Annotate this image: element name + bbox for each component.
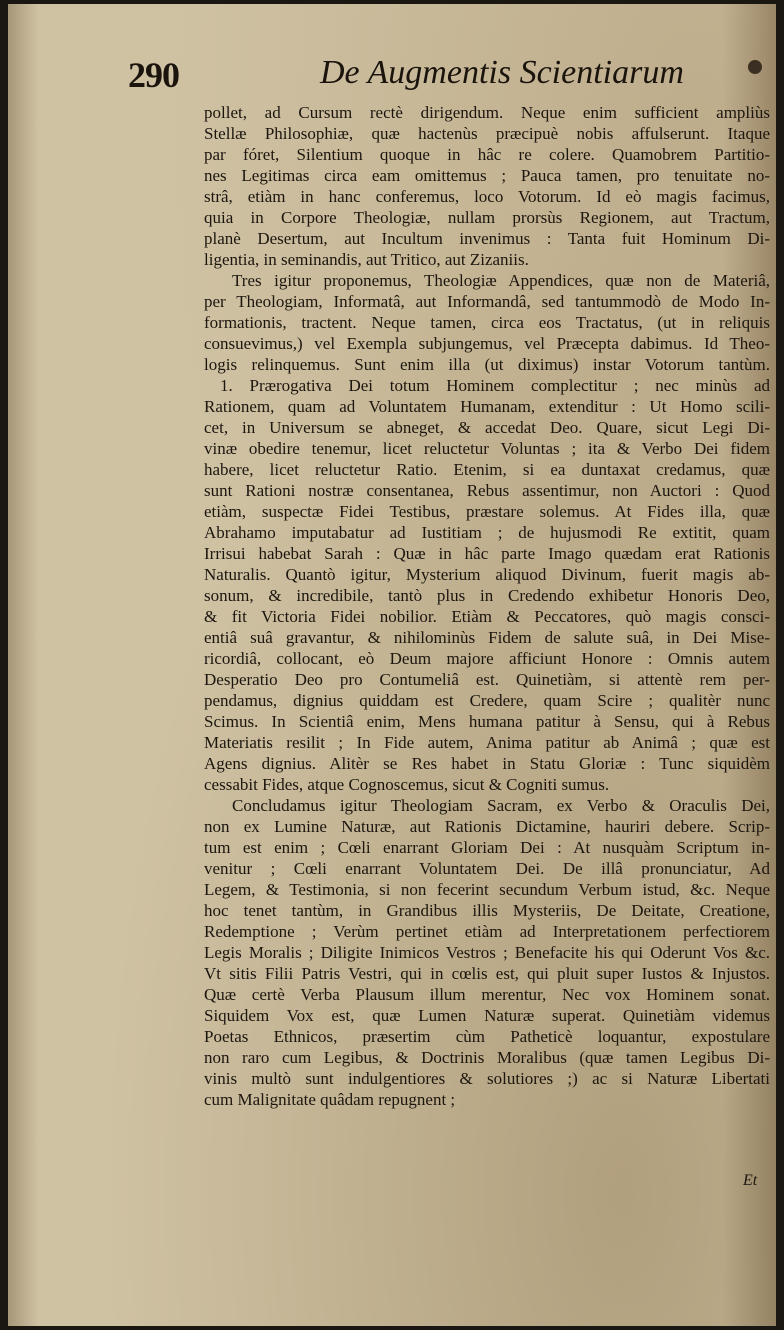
text-line: strâ, etiàm in hanc conferemus, loco Votorum. Id eò magis facimus, bbox=[204, 187, 770, 206]
text-line: etiàm, suspectæ Fidei Testibus, præstare solemus. At Fides illa, quæ bbox=[204, 502, 770, 521]
text-line: cum Malignitate quâdam repugnent ; bbox=[204, 1090, 456, 1109]
text-line: Irrisui habebat Sarah : Quæ in hâc parte Imago quædam erat Rationis bbox=[204, 544, 770, 563]
text-line: vinæ obedire tenemur, licet reluctetur Voluntas ; ita & Verbo Dei fidem bbox=[204, 439, 770, 458]
text-line: quia in Corpore Theologiæ, nullam prorsùs Regionem, aut Tractum, bbox=[204, 208, 770, 227]
text-line: per Theologiam, Informatâ, aut Informandâ, sed tantummodò de Modo In- bbox=[204, 292, 770, 311]
book-page bbox=[8, 4, 776, 1326]
text-line: venitur ; Cœli enarrant Voluntatem Dei. De illâ pronunciatur, Ad bbox=[204, 859, 770, 878]
text-line: Desperatio Deo pro Contumeliâ est. Quinetiàm, si attentè rem per- bbox=[204, 670, 770, 689]
running-title: De Augmentis Scientiarum bbox=[320, 54, 684, 91]
text-line: sunt Rationi nostræ consentanea, Rebus assentimur, non Auctori : Quod bbox=[204, 481, 770, 500]
text-line: non raro cum Legibus, & Doctrinis Moralibus (quæ tamen Legibus Di- bbox=[204, 1048, 770, 1067]
text-line: pollet, ad Cursum rectè dirigendum. Neque enim sufficient ampliùs bbox=[204, 103, 770, 122]
text-line: Materiatis resilit ; In Fide autem, Anima patitur ab Animâ ; quæ est bbox=[204, 733, 770, 752]
text-line: Legem, & Testimonia, si non fecerint secundum Verbum istud, &c. Neque bbox=[204, 880, 770, 899]
page-header bbox=[128, 54, 768, 102]
text-line: ligentia, in seminandis, aut Tritico, aut Zizaniis. bbox=[204, 250, 529, 269]
text-line: cessabit Fides, atque Cognoscemus, sicut & Cogniti sumus. bbox=[204, 775, 610, 794]
text-line: Legis Moralis ; Diligite Inimicos Vestros ; Benefacite his qui Oderunt Vos &c. bbox=[204, 943, 770, 962]
text-line: planè Desertum, aut Incultum invenimus : Tanta fuit Hominum Di- bbox=[204, 229, 770, 248]
body-text bbox=[204, 102, 770, 1110]
text-line: hoc tenet tantùm, in Grandibus illis Mysteriis, De Deitate, Creatione, bbox=[204, 901, 770, 920]
text-line: Abrahamo imputabatur ad Iustitiam ; de hujusmodi Re extitit, quam bbox=[204, 523, 770, 542]
ink-spot bbox=[748, 60, 762, 74]
text-line: Stellæ Philosophiæ, quæ hactenùs præcipuè nobis affulserunt. Itaque bbox=[204, 124, 770, 143]
text-line: Naturalis. Quantò igitur, Mysterium aliquod Divinum, fuerit magis ab- bbox=[204, 565, 770, 584]
text-line: 1. Prærogativa Dei totum Hominem complectitur ; nec minùs ad bbox=[220, 376, 770, 395]
page-number: 290 bbox=[128, 55, 179, 95]
text-line: Siquidem Vox est, quæ Lumen Naturæ superat. Quinetiàm videmus bbox=[204, 1006, 770, 1025]
text-line: Rationem, quam ad Voluntatem Humanam, extenditur : Ut Homo scili- bbox=[204, 397, 770, 416]
text-line: cet, in Universum se abneget, & accedat Deo. Quare, sicut Legi Di- bbox=[204, 418, 770, 437]
text-line: Scimus. In Scientiâ enim, Mens humana patitur à Sensu, qui à Rebus bbox=[204, 712, 770, 731]
text-line: logis relinquemus. Sunt enim illa (ut diximus) instar Votorum tantùm. bbox=[204, 355, 770, 374]
text-line: Vt sitis Filii Patris Vestri, qui in cœlis est, qui pluit super Iustos & Injustos. bbox=[204, 964, 770, 983]
text-line: consuevimus,) vel Exempla subjungemus, vel Præcepta dabimus. Id Theo- bbox=[204, 334, 770, 353]
catchword: Et bbox=[743, 1172, 758, 1189]
text-line: habere, licet reluctetur Ratio. Etenim, si ea duntaxat credamus, quæ bbox=[204, 460, 770, 479]
text-line: pendamus, dignius quiddam est Credere, quam Scire ; qualitèr nunc bbox=[204, 691, 770, 710]
text-line: sonum, & incredibile, tantò plus in Credendo exhibetur Honoris Deo, bbox=[204, 586, 770, 605]
text-line: Tres igitur proponemus, Theologiæ Appendices, quæ non de Materiâ, bbox=[232, 271, 770, 290]
text-line: Poetas Ethnicos, præsertim cùm Patheticè loquantur, expostulare bbox=[204, 1027, 770, 1046]
text-line: Quæ certè Verba Plausum illum merentur, Nec vox Hominem sonat. bbox=[204, 985, 770, 1004]
text-line: formationis, tractent. Neque tamen, circa eos Tractatus, (ut in reliquis bbox=[204, 313, 770, 332]
text-line: nes Legitimas circa eam omittemus ; Pauca tamen, pro tenuitate no- bbox=[204, 166, 770, 185]
text-line: Concludamus igitur Theologiam Sacram, ex Verbo & Oraculis Dei, bbox=[232, 796, 770, 815]
text-line: non ex Lumine Naturæ, aut Rationis Dictamine, hauriri debere. Scrip- bbox=[204, 817, 770, 836]
text-line: & fit Victoria Fidei nobilior. Etiàm & Peccatores, quò magis consci- bbox=[204, 607, 770, 626]
text-line: Agens dignius. Alitèr se Res habet in Statu Gloriæ : Tunc siquidèm bbox=[204, 754, 770, 773]
text-line: vinis multò sunt indulgentiores & solutiores ;) ac si Naturæ Libertati bbox=[204, 1069, 770, 1088]
text-line: tum est enim ; Cœli enarrant Gloriam Dei : At nusquàm Scriptum in- bbox=[204, 838, 770, 857]
text-line: Redemptione ; Verùm pertinet etiàm ad Interpretationem perfectiorem bbox=[204, 922, 770, 941]
text-line: entiâ suâ gravantur, & nihilominùs Fidem de salute suâ, in Dei Mise- bbox=[204, 628, 770, 647]
text-line: par fóret, Silentium quoque in hâc re colere. Quamobrem Partitio- bbox=[204, 145, 770, 164]
text-line: ricordiâ, collocant, eò Deum majore afficiunt Honore : Omnis autem bbox=[204, 649, 770, 668]
